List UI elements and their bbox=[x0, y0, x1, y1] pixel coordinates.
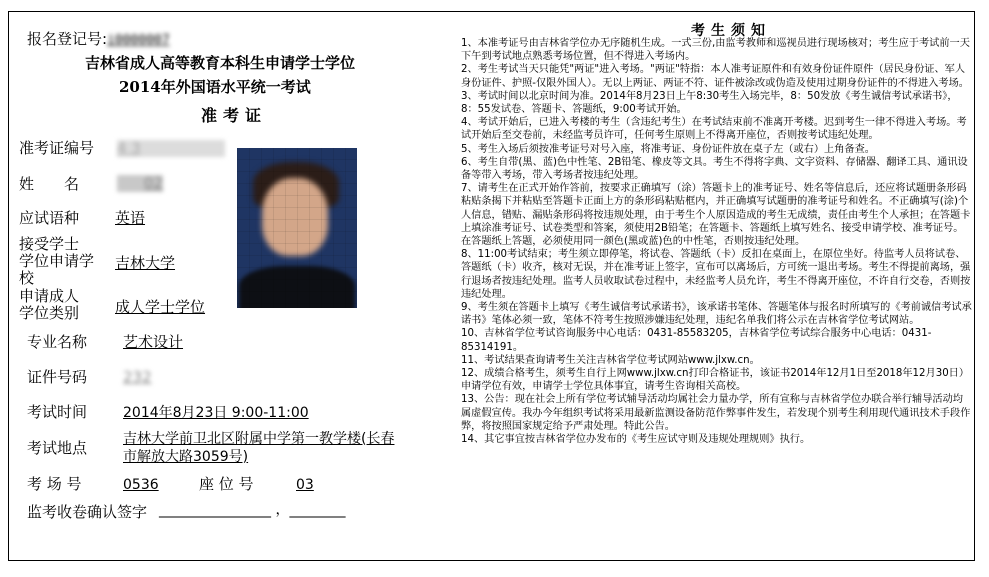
notice-item: 13、公告：现在社会上所有学位考试辅导活动均属社会力量办学，所有宣称与吉林省学位办联合举行辅导活动均属虚假宣传。我办今年组织考试将采用最新监测设备防范作弊事件发生，若发现个别考生利用现代通讯技术手段作弊，将按照国家规定给予严肃处理。特此公告。 bbox=[461, 394, 971, 432]
school-label-2: 学位申请学 bbox=[19, 252, 95, 270]
room-label: 考 场 号 bbox=[27, 475, 82, 493]
notice-item: 9、考生须在答题卡上填写《考生诚信考试承诺书》，该承诺书笔体、答题笔体与报名时所填写的《考前诚信考试承诺书》笔体必须一致，笔体不符考生按照涉嫌违纪处理，违纪名单我们将公示在吉林省学位考试网站。 bbox=[461, 302, 972, 327]
category-label-2: 学位类别 bbox=[19, 304, 80, 322]
name-value: 02 bbox=[117, 175, 163, 192]
exam-time-value: 2014年8月23日 9:00-11:00 bbox=[123, 405, 309, 421]
category-label-1: 申请成人 bbox=[19, 287, 80, 305]
admission-ticket bbox=[8, 11, 975, 561]
school-label-3: 校 bbox=[19, 269, 35, 287]
ticket-title: 准考证 bbox=[201, 106, 268, 125]
ticket-title-line2: 2014年外国语水平统一考试 bbox=[119, 78, 311, 96]
seat-value: 03 bbox=[296, 477, 314, 493]
registration-number bbox=[27, 28, 170, 49]
notice-item: 8、11:00考试结束；考生须立即停笔，将试卷、答题纸（卡）反扣在桌面上，在原位坐好。待监考人员将试卷、答题纸（卡）收齐，核对无误，并在准考证上签字，宣布可以离场后，方可统一退出考场。考生不得提前离场，强行退场者按违纪处理。监考人员收取试卷过程中，未经监考人员允许，考生不得离开座位，不许自行交卷，否则按违纪处理。 bbox=[461, 249, 971, 300]
notice-item: 5、考生入场后须按准考证号对号入座，将准考证、身份证件放在桌子左（或右）上角备查。 bbox=[461, 143, 875, 155]
notice-item: 12、成绩合格考生，须考生自行上网www.jlxw.cn打印合格证书，该证书2014年12月1日至2018年12月30日）申请学位有效，申请学士学位具体事宜，请考生咨询相关高校。 bbox=[461, 368, 970, 393]
language-label: 应试语种 bbox=[19, 209, 80, 227]
notice-item: 4、考试开始后，已进入考楼的考生（含违纪考生）在考试结束前不准离开考楼。迟到考生一律不得进入考场。考试开始后至交卷前，未经监考员许可，任何考生原则上不得离开座位，否则按考试违纪处理。 bbox=[461, 117, 967, 142]
location-value-2: 市解放大路3059号) bbox=[123, 449, 249, 465]
location-value-1: 吉林大学前卫北区附属中学第一教学楼(长春 bbox=[123, 431, 395, 447]
ticket-no-value: 4 3 bbox=[117, 140, 225, 157]
id-label: 证件号码 bbox=[27, 368, 88, 386]
notice-title: 考生须知 bbox=[691, 23, 771, 39]
name-label: 姓 名 bbox=[19, 175, 80, 193]
notice-item: 10、吉林省学位考试咨询服务中心电话：0431-85583205，吉林省学位考试综合服务中心电话：0431-85314191。 bbox=[461, 328, 932, 353]
registration-label: 报名登记号: bbox=[27, 30, 108, 48]
notice-item: 7、请考生在正式开始作答前，按要求正确填写（涂）答题卡上的准考证号、姓名等信息后，还应将试题册条形码粘贴条揭下并粘贴至答题卡正面上方的条形码粘贴框内，并正确填写试题册的准考证号和姓名。不正确填写(涂)个人信息，错贴、漏贴条形码将按违规处理，由于考生个人原因造成的考生无成绩，责任由考生个人承担；在答题卡上填涂准考证号、试卷类型和答案，须使用2B铅笔；在答题卡、答题纸上填写姓名、接受申请学校、准考证号。在答题纸上答题，必须使用同一颜色(黑或蓝)色的中性笔，否则按违纪处理。 bbox=[461, 183, 971, 248]
notice-list bbox=[461, 37, 973, 446]
category-value: 成人学士学位 bbox=[115, 298, 206, 316]
major-value: 艺术设计 bbox=[123, 333, 184, 351]
seat-label: 座 位 号 bbox=[199, 475, 254, 493]
notice-item: 11、考试结果查询请考生关注吉林省学位考试网站www.jlxw.cn。 bbox=[461, 354, 760, 366]
ticket-no-label: 准考证编号 bbox=[19, 139, 95, 157]
location-label: 考试地点 bbox=[27, 439, 88, 457]
language-value: 英语 bbox=[115, 209, 146, 227]
major-label: 专业名称 bbox=[27, 333, 88, 351]
room-value: 0536 bbox=[123, 477, 159, 493]
registration-value: i0000007 bbox=[107, 33, 170, 48]
signature-blank: ________________ ，________ bbox=[159, 502, 346, 518]
school-label-1: 接受学士 bbox=[19, 235, 80, 253]
notice-item: 14、其它事宜按吉林省学位办发布的《考生应试守则及违规处理规则》执行。 bbox=[461, 434, 811, 446]
id-value: 232 bbox=[123, 368, 152, 386]
signature-label: 监考收卷确认签字 bbox=[27, 503, 148, 521]
candidate-photo bbox=[237, 148, 357, 308]
school-value: 吉林大学 bbox=[115, 254, 176, 272]
ticket-info-panel bbox=[9, 12, 457, 560]
notice-item: 1、本准考证号由吉林省学位办无序随机生成。一式三份,由监考教师和巡视员进行现场核对；考生应于考试前一天下午到考试地点熟悉考场位置，但不得进入考场内。 bbox=[461, 38, 970, 63]
notice-panel bbox=[461, 12, 976, 560]
ticket-title-line1: 吉林省成人高等教育本科生申请学士学位 bbox=[85, 54, 356, 72]
notice-item: 2、考生考试当天只能凭"两证"进入考场。"两证"特指：本人准考证原件和有效身份证件原件（居民身份证、军人身份证件、护照-仅限外国人）。无以上两证、两证不符、证件被涂改或伪造及使用过期身份证件的不得进入考场。 bbox=[461, 64, 969, 89]
notice-item: 6、考生自带(黑、蓝)色中性笔、2B铅笔、橡皮等文具。考生不得将字典、文字资料、存储器、翻译工具、通讯设备等带入考场，带入考场者按违纪处理。 bbox=[461, 156, 968, 182]
notice-item: 3、考试时间以北京时间为准。2014年8月23日上午8:30考生入场完毕，8：50发放《考生诚信考试承诺书》，8：55发试卷、答题卡、答题纸，9:00考试开始。 bbox=[461, 90, 958, 116]
exam-time-label: 考试时间 bbox=[27, 403, 88, 421]
